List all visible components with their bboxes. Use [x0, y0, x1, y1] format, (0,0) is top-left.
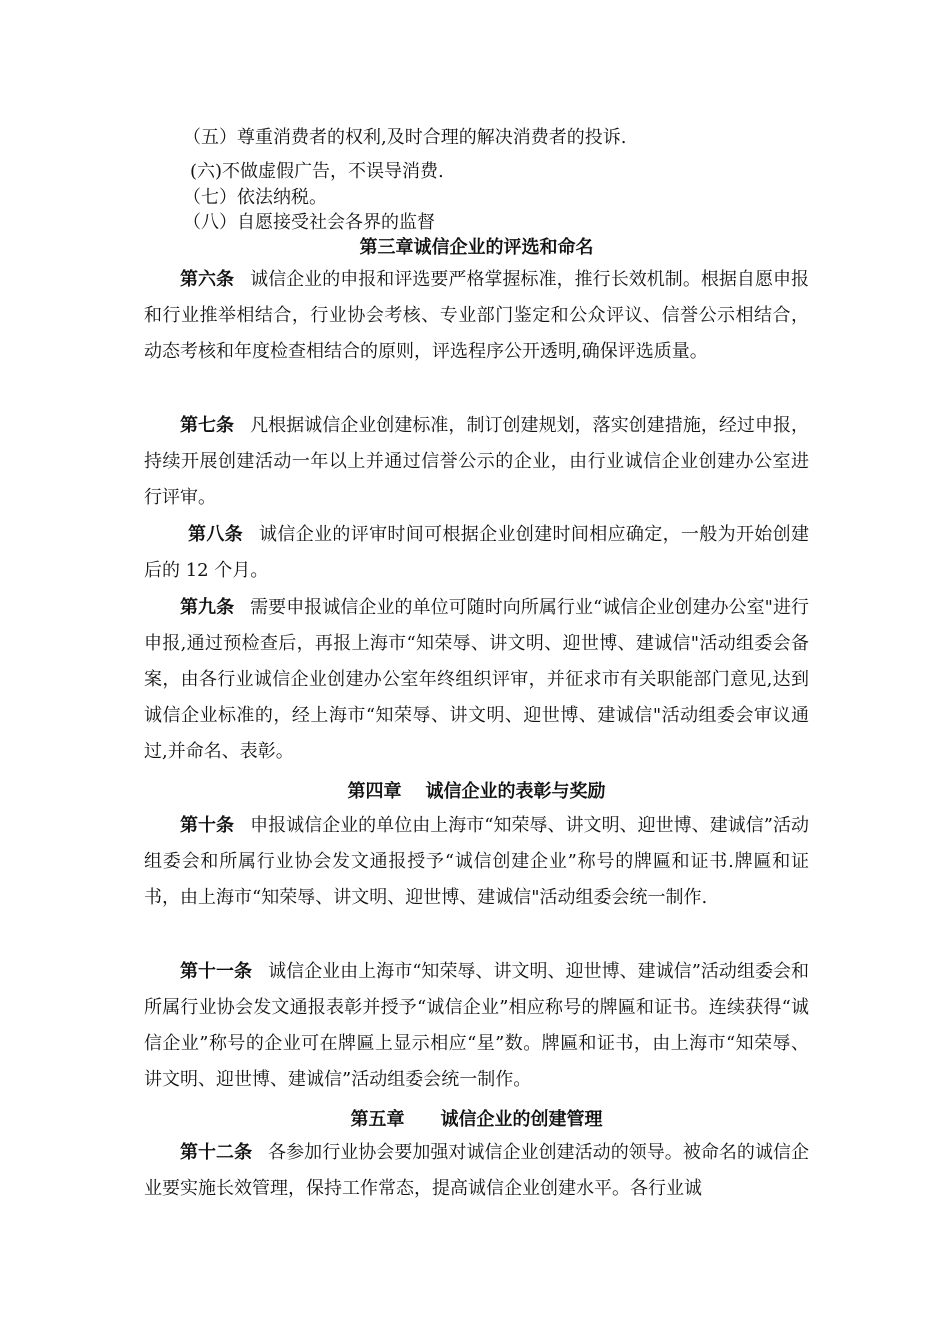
chapter-5-number: 第五章: [350, 1109, 405, 1130]
chapter-4-title: 诚信企业的表彰与奖励: [425, 781, 606, 802]
article-12-text: 各参加行业协会要加强对诚信企业创建活动的领导。被命名的诚信企业要实施长效管理，保持工作常态，提高诚信企业创建水平。各行业诚: [144, 1142, 810, 1199]
list-item-5: （五）尊重消费者的权利,及时合理的解决消费者的投诉.: [183, 127, 627, 148]
article-10: [144, 808, 809, 916]
chapter-4-number: 第四章: [347, 781, 402, 802]
article-12-label: 第十二条: [180, 1142, 253, 1163]
article-12: [144, 1135, 809, 1207]
article-6-text: 诚信企业的申报和评选要严格掌握标准，推行长效机制。根据自愿申报和行业推举相结合，行业协会考核、专业部门鉴定和公众评议、信誉公示相结合，动态考核和年度检查相结合的原则，评选程序公开透明,确保评选质量。: [144, 269, 809, 362]
list-item-6: (六)不做虚假广告，不误导消费.: [190, 161, 444, 182]
article-9-label: 第九条: [180, 597, 235, 618]
article-8-label: 第八条: [188, 524, 244, 545]
chapter-5-title: 诚信企业的创建管理: [440, 1109, 603, 1130]
article-6-label: 第六条: [180, 269, 235, 290]
list-item-7: （七）依法纳税。: [183, 187, 327, 208]
article-7-label: 第七条: [180, 415, 235, 436]
article-10-label: 第十条: [180, 815, 235, 836]
article-10-text: 申报诚信企业的单位由上海市“知荣辱、讲文明、迎世博、建诚信”活动组委会和所属行业协会发文通报授予“诚信创建企业”称号的牌匾和证书.牌匾和证书，由上海市“知荣辱、讲文明、迎世博、建诚信"活动组委会统一制作.: [144, 815, 810, 908]
list-item-8: （八）自愿接受社会各界的监督: [183, 212, 435, 233]
article-7: [144, 408, 809, 516]
article-9: [144, 590, 809, 770]
article-11-text: 诚信企业由上海市“知荣辱、讲文明、迎世博、建诚信”活动组委会和所属行业协会发文通报表彰并授予“诚信企业”相应称号的牌匾和证书。连续获得“诚信企业”称号的企业可在牌匾上显示相应“星”数。牌匾和证书，由上海市“知荣辱、讲文明、迎世博、建诚信”活动组委会统一制作。: [144, 961, 810, 1090]
chapter-4-heading: [144, 780, 809, 804]
chapter-5-heading: [144, 1108, 809, 1132]
article-8: [144, 517, 809, 589]
article-9-text: 需要申报诚信企业的单位可随时向所属行业“诚信企业创建办公室"进行申报,通过预检查后，再报上海市“知荣辱、讲文明、迎世博、建诚信"活动组委会备案，由各行业诚信企业创建办公室年终组织评审，并征求市有关职能部门意见,达到诚信企业标准的，经上海市“知荣辱、讲文明、迎世博、建诚信"活动组委会审议通过,并命名、表彰。: [144, 597, 810, 762]
article-8-text: 诚信企业的评审时间可根据企业创建时间相应确定，一般为开始创建后的 12 个月。: [144, 524, 809, 581]
article-11-label: 第十一条: [180, 961, 253, 982]
chapter-3-heading: 第三章诚信企业的评选和命名: [359, 237, 594, 258]
article-11: [144, 954, 809, 1098]
article-6: [144, 262, 809, 370]
article-7-text: 凡根据诚信企业创建标准，制订创建规划，落实创建措施，经过申报，持续开展创建活动一年以上并通过信誉公示的企业，由行业诚信企业创建办公室进行评审。: [144, 415, 809, 508]
